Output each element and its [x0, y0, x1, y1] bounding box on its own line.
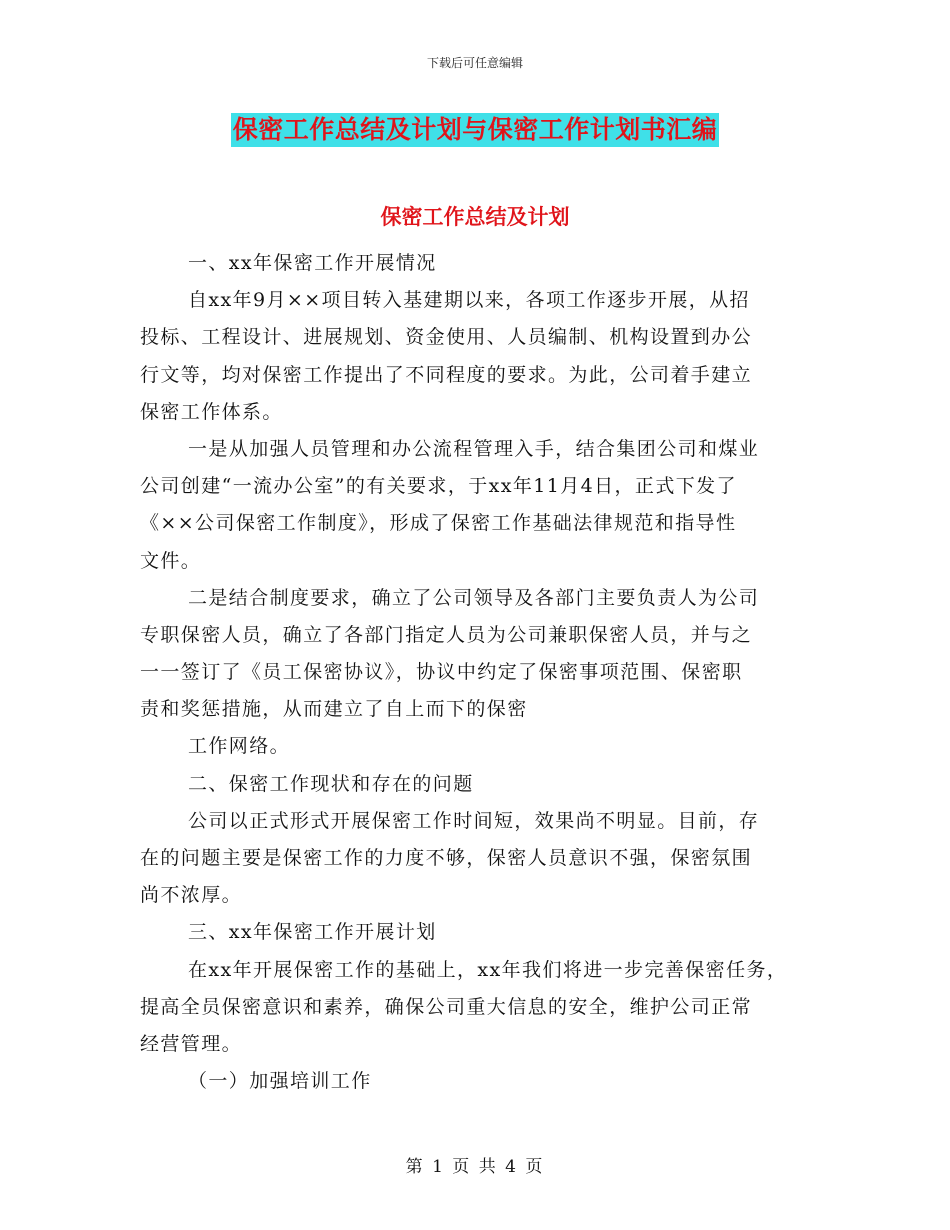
paragraph-line: 在xx年开展保密工作的基础上，xx年我们将进一步完善保密任务， — [188, 958, 788, 981]
paragraph-line: 《××公司保密工作制度》，形成了保密工作基础法律规范和指导性 — [140, 512, 737, 535]
paragraph-line: 在的问题主要是保密工作的力度不够，保密人员意识不强，保密氛围 — [140, 847, 753, 869]
paragraph-line: 尚不浓厚。 — [140, 884, 243, 907]
page-header-note: 下载后可任意编辑 — [426, 56, 523, 70]
paragraph-line: （一）加强培训工作 — [188, 1070, 372, 1093]
paragraph-line: 专职保密人员，确立了各部门指定人员为公司兼职保密人员，并与之 — [140, 623, 753, 646]
paragraph-line: 文件。 — [140, 549, 202, 572]
document-body — [140, 245, 830, 1100]
paragraph-line: 公司创建“一流办公室”的有关要求，于xx年11月4日，正式下发了 — [140, 475, 737, 498]
page-footer: 第 1 页 共 4 页 — [405, 1157, 545, 1177]
paragraph-line: 自xx年9月××项目转入基建期以来，各项工作逐步开展，从招 — [188, 289, 750, 312]
paragraph-line: 一、xx年保密工作开展情况 — [188, 252, 437, 274]
paragraph-line: 公司以正式形式开展保密工作时间短，效果尚不明显。目前，存 — [188, 809, 760, 832]
paragraph-line: 一一签订了《员工保密协议》，协议中约定了保密事项范围、保密职 — [140, 661, 743, 684]
paragraph-line: 提高全员保密意识和素养，确保公司重大信息的安全，维护公司正常 — [140, 995, 753, 1018]
paragraph-line: 一是从加强人员管理和办公流程管理入手，结合集团公司和煤业 — [188, 437, 760, 460]
paragraph-line: 工作网络。 — [188, 735, 291, 758]
section-title: 保密工作总结及计划 — [380, 205, 570, 229]
paragraph-line: 三、xx年保密工作开展计划 — [188, 921, 437, 944]
paragraph-line: 投标、工程设计、进展规划、资金使用、人员编制、机构设置到办公 — [140, 326, 753, 349]
document-title: 保密工作总结及计划与保密工作计划书汇编 — [231, 113, 720, 147]
paragraph-line: 经营管理。 — [140, 1032, 243, 1055]
paragraph-line: 责和奖惩措施，从而建立了自上而下的保密 — [140, 698, 528, 721]
paragraph-line: 行文等，均对保密工作提出了不同程度的要求。为此，公司着手建立 — [140, 363, 753, 386]
paragraph-line: 二、保密工作现状和存在的问题 — [188, 772, 474, 795]
paragraph-line: 保密工作体系。 — [140, 400, 283, 423]
document-title-wrap — [0, 113, 950, 147]
paragraph-line: 二是结合制度要求，确立了公司领导及各部门主要负责人为公司 — [188, 586, 760, 609]
